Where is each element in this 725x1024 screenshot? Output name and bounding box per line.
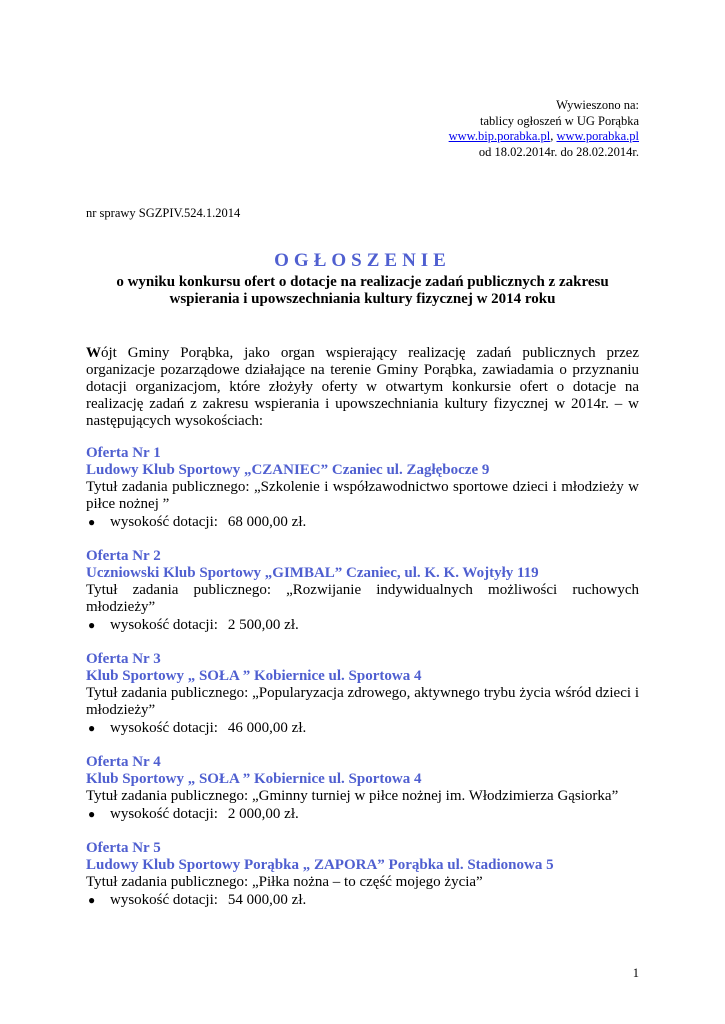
posted-dates: od 18.02.2014r. do 28.02.2014r. — [478, 144, 639, 159]
case-number: nr sprawy SGZPIV.524.1.2014 — [86, 206, 241, 220]
posted-line-1: Wywieszono na: — [556, 98, 639, 112]
bip-link[interactable]: www.bip.porabka.pl — [448, 129, 551, 143]
offer-amount-row — [86, 720, 639, 737]
offer-task: Tytuł zadania publicznego: „Piłka nożna – to część mojego życia” — [86, 874, 483, 890]
offer-header: Oferta Nr 1 — [86, 445, 161, 461]
offer-header: Oferta Nr 4 — [86, 754, 161, 770]
amount-value: 68 000,00 zł. — [227, 514, 307, 530]
amount-value: 46 000,00 zł. — [227, 720, 307, 736]
website-link[interactable]: www.porabka.pl — [556, 129, 639, 143]
offer-amount-row — [86, 617, 639, 634]
offers-list — [86, 445, 639, 926]
offer-task: Tytuł zadania publicznego: „Popularyzacja zdrowego, aktywnego trybu życia wśród dzieci i młodzieży” — [86, 685, 639, 718]
offer-task: Tytuł zadania publicznego: „Szkolenie i współzawodnictwo sportowe dzieci i młodzieży w piłce nożnej ” — [86, 479, 639, 512]
offer-amount-row — [86, 514, 639, 531]
offer-header: Oferta Nr 3 — [86, 651, 161, 667]
offer-task: Tytuł zadania publicznego: „Rozwijanie indywidualnych możliwości ruchowych młodzieży” — [86, 582, 639, 615]
posted-line-2: tablicy ogłoszeń w UG Porąbka — [480, 113, 639, 128]
offer-organization: Klub Sportowy „ SOŁA ” Kobiernice ul. Sportowa 4 — [86, 771, 422, 787]
bullet-icon: ● — [88, 515, 96, 529]
offer-item — [86, 840, 639, 909]
offer-organization: Ludowy Klub Sportowy „CZANIEC” Czaniec ul. Zagłębocze 9 — [86, 462, 490, 478]
bullet-icon: ● — [88, 721, 96, 735]
offer-organization: Uczniowski Klub Sportowy „GIMBAL” Czaniec, ul. K. K. Wojtyły 119 — [86, 565, 539, 581]
offer-item — [86, 445, 639, 531]
bullet-icon: ● — [88, 893, 96, 907]
page-number: 1 — [632, 966, 639, 980]
offer-organization: Klub Sportowy „ SOŁA ” Kobiernice ul. Sportowa 4 — [86, 668, 422, 684]
intro-first-letter: W — [86, 345, 101, 361]
amount-label: wysokość dotacji: — [110, 892, 218, 908]
amount-value: 2 500,00 zł. — [227, 617, 299, 633]
offer-amount-row — [86, 892, 639, 909]
amount-label: wysokość dotacji: — [110, 617, 218, 633]
intro-text: ójt Gminy Porąbka, jako organ wspierający realizację zadań publicznych przez organizacje pozarządowe działające na terenie Gminy Porąbka, zawiadamia o przyznaniu dotacji organizacjom, które złożyły oferty w otwartym konkursie ofert o dotacje na realizację zadań z zakresu wspierania i upowszechniania kultury fizycznej w 2014r. – w następujących wysokościach: — [86, 345, 639, 429]
bullet-icon: ● — [88, 807, 96, 821]
offer-header: Oferta Nr 5 — [86, 840, 161, 856]
link-separator: , — [550, 129, 557, 143]
offer-item — [86, 651, 639, 737]
document-title: OGŁOSZENIE — [274, 250, 451, 271]
amount-label: wysokość dotacji: — [110, 514, 218, 530]
offer-header: Oferta Nr 2 — [86, 548, 161, 564]
amount-value: 2 000,00 zł. — [227, 806, 299, 822]
amount-label: wysokość dotacji: — [110, 720, 218, 736]
amount-value: 54 000,00 zł. — [227, 892, 307, 908]
posting-notice — [449, 98, 639, 160]
document-subtitle: o wyniku konkursu ofert o dotacje na realizacje zadań publicznych z zakresu wspierania i upowszechniania kultury fizycznej w 2014 roku — [116, 274, 609, 307]
offer-item — [86, 548, 639, 634]
posted-links — [449, 129, 639, 145]
bullet-icon: ● — [88, 618, 96, 632]
intro-paragraph — [86, 345, 639, 430]
offer-task: Tytuł zadania publicznego: „Gminny turniej w piłce nożnej im. Włodzimierza Gąsiorka” — [86, 788, 619, 804]
amount-label: wysokość dotacji: — [110, 806, 218, 822]
offer-item — [86, 754, 639, 823]
offer-organization: Ludowy Klub Sportowy Porąbka „ ZAPORA” Porąbka ul. Stadionowa 5 — [86, 857, 554, 873]
offer-amount-row — [86, 806, 639, 823]
